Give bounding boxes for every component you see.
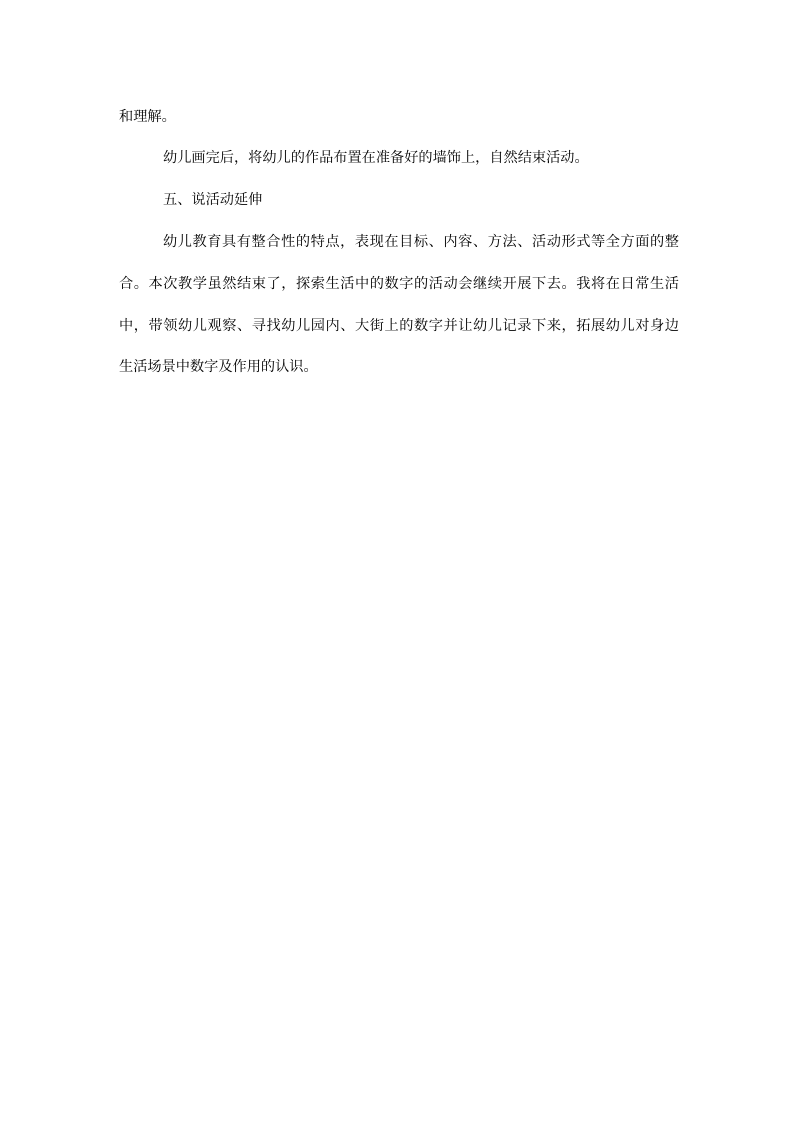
paragraph-conclusion: 幼儿画完后，将幼儿的作品布置在准备好的墙饰上，自然结束活动。	[163, 150, 589, 166]
section-heading: 五、说活动延伸	[163, 192, 263, 208]
paragraph-line: 幼儿教育具有整合性的特点，表现在目标、内容、方法、活动形式等全方面的整	[163, 234, 679, 250]
paragraph-line: 中，带领幼儿观察、寻找幼儿园内、大街上的数字并让幼儿记录下来，拓展幼儿对身边	[119, 318, 679, 334]
paragraph-tail-line: 和理解。	[119, 109, 176, 125]
paragraph-line: 合。本次教学虽然结束了，探索生活中的数字的活动会继续开展下去。我将在日常生活	[119, 276, 679, 292]
paragraph-line: 生活场景中数字及作用的认识。	[119, 359, 318, 375]
